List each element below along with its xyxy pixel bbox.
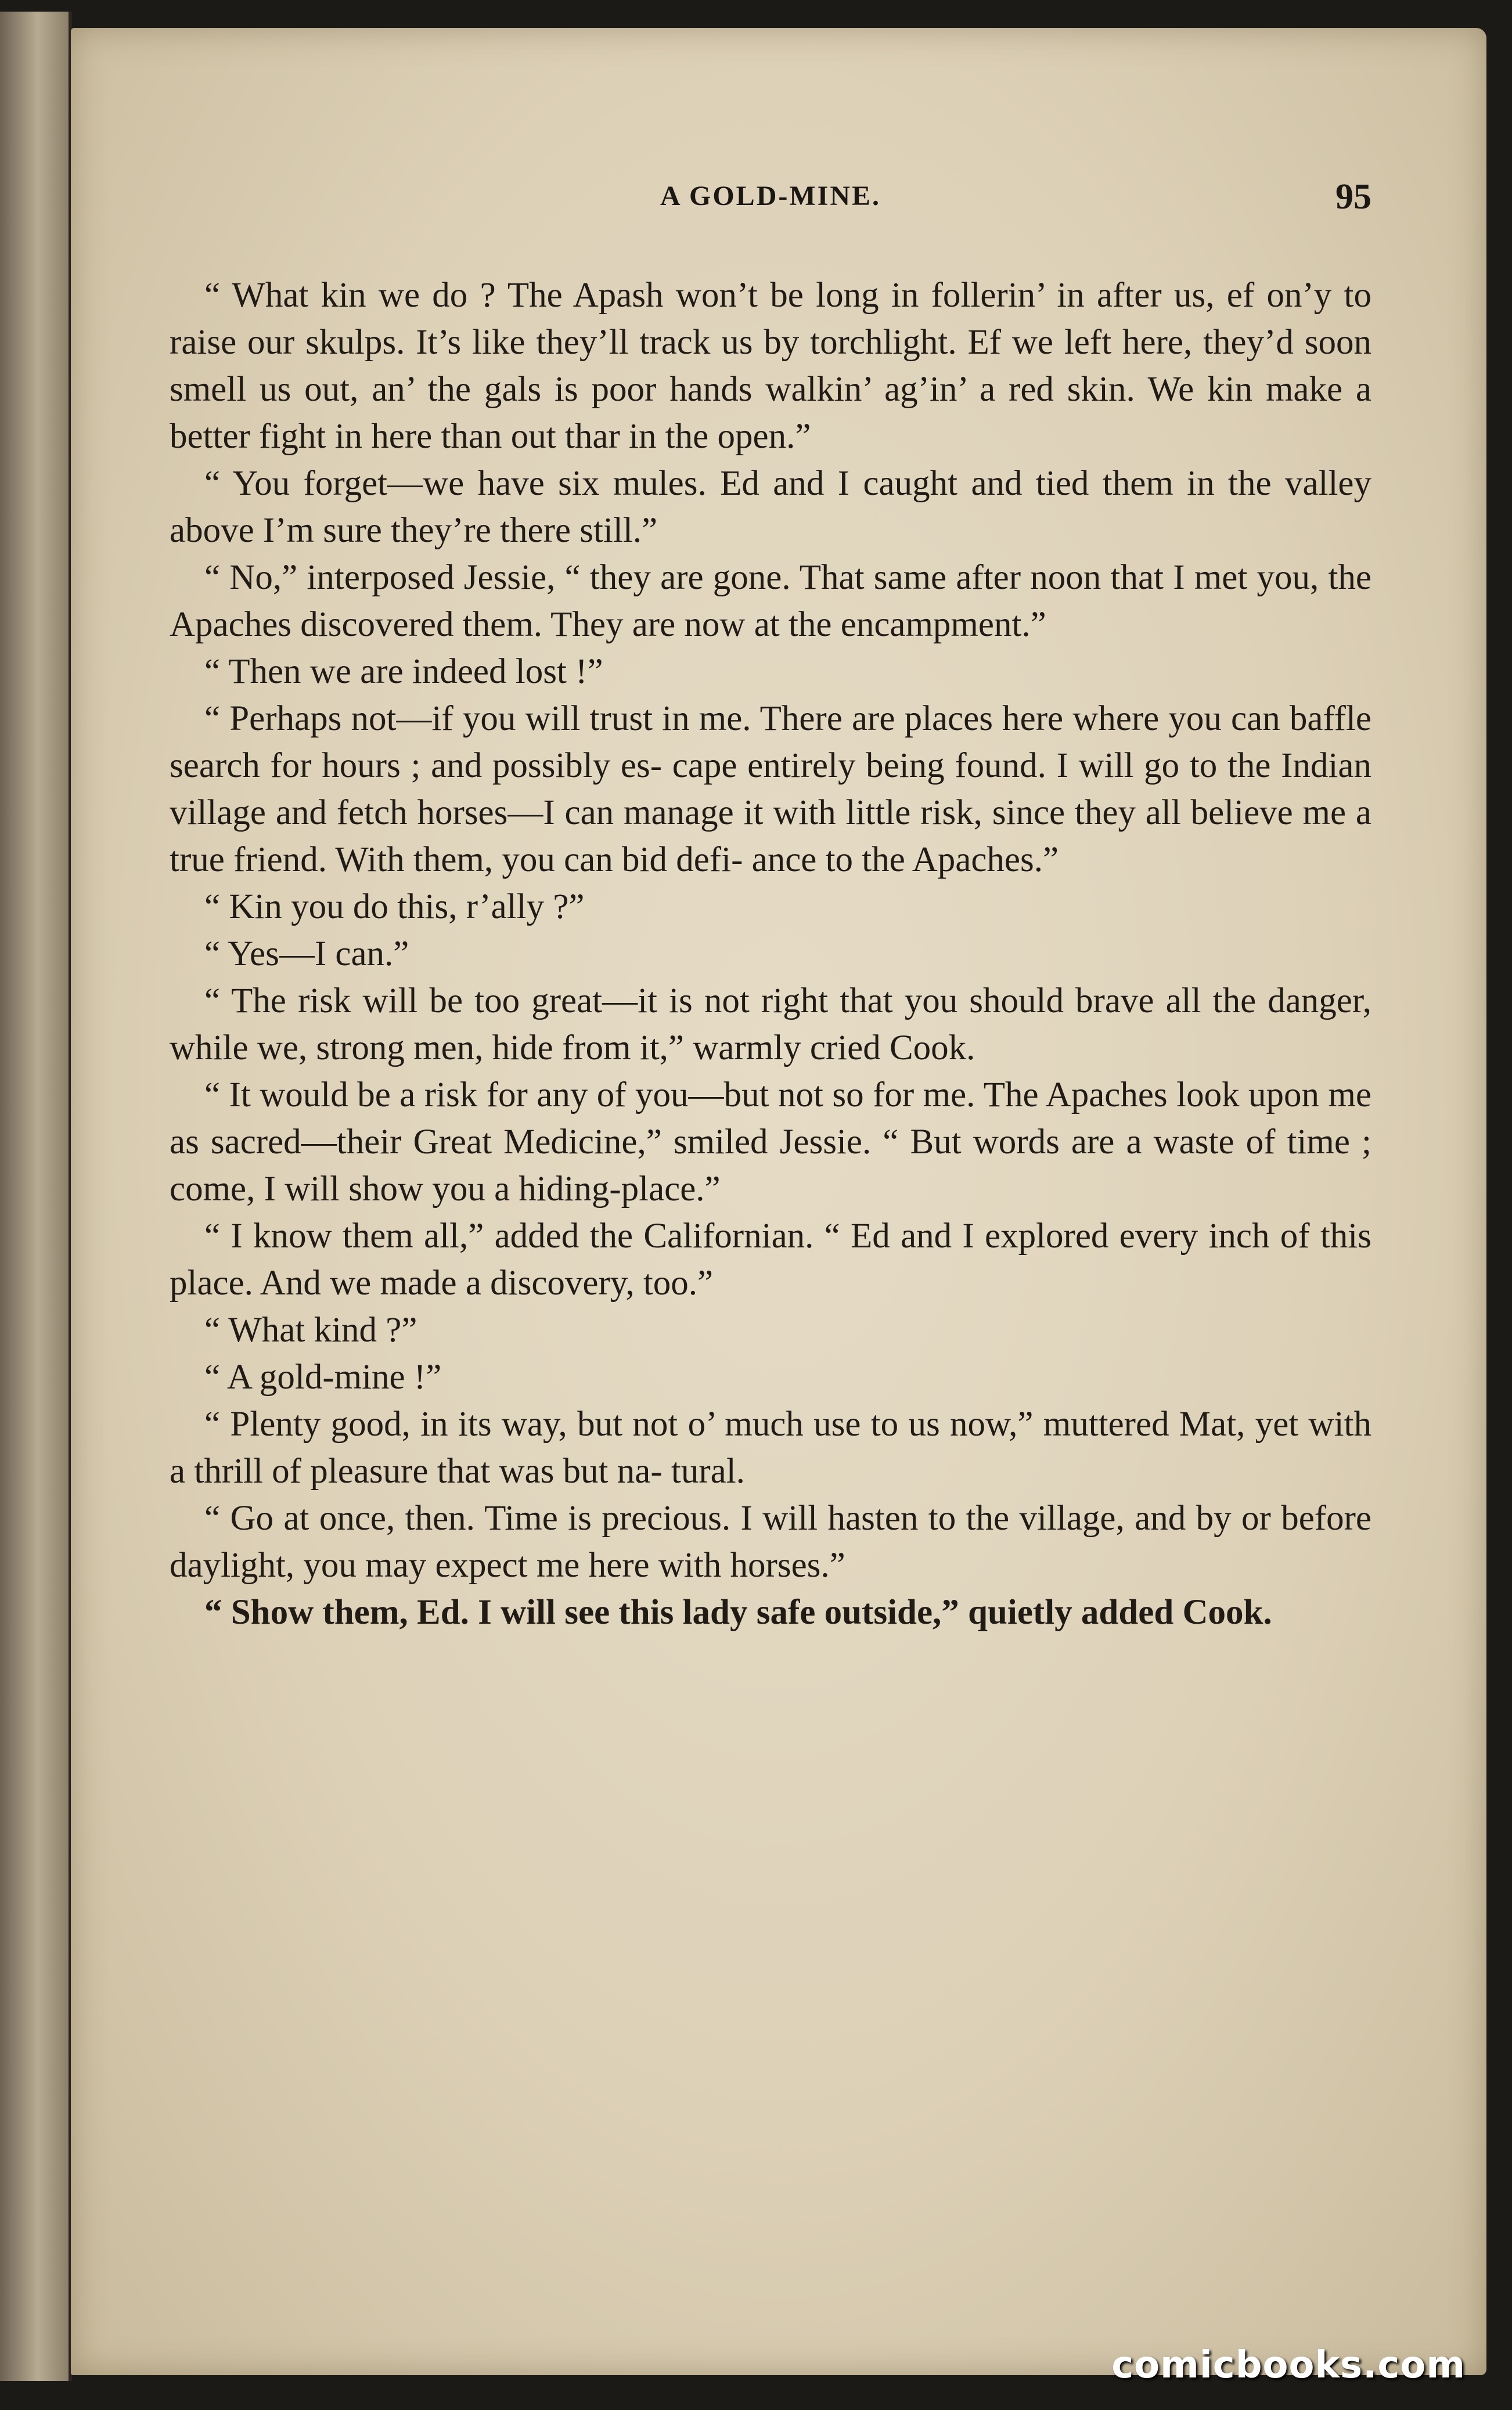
body-text xyxy=(170,272,1371,1636)
page-header xyxy=(170,177,1371,232)
facing-page-edge xyxy=(0,12,72,2381)
paragraph: “ Plenty good, in its way, but not o’ much use to us now,” muttered Mat, yet with a thrill of pleasure that was but na- tural. xyxy=(170,1405,1371,1491)
paragraph: “ What kind ?” xyxy=(204,1311,417,1350)
paragraph: “ Go at once, then. Time is precious. I will hasten to the village, and by or before daylight, you may expect me here with horses.” xyxy=(170,1499,1371,1585)
watermark: comicbooks.com xyxy=(1111,2344,1466,2387)
paragraph: “ I know them all,” added the Californian. “ Ed and I explored every inch of this place. And we made a discovery, too.” xyxy=(170,1217,1371,1303)
paragraph: “ Show them, Ed. I will see this lady safe outside,” quietly added Cook. xyxy=(204,1593,1272,1632)
paragraph: “ You forget—we have six mules. Ed and I caught and tied them in the valley above I’m sure they’re there still.” xyxy=(170,464,1371,550)
page-number: 95 xyxy=(1335,177,1371,217)
paragraph: “ Yes—I can.” xyxy=(204,934,409,973)
running-head: A GOLD-MINE. xyxy=(660,181,881,211)
paragraph: “ The risk will be too great—it is not right that you should brave all the danger, while we, strong men, hide from it,” warmly cried Cook. xyxy=(170,981,1371,1067)
paragraph: “ What kin we do ? The Apash won’t be long in follerin’ in after us, ef on’y to raise our skulps. It’s like they’ll track us by torchlight. Ef we left here, they’d soon smell us out, an’ the gals is poor hands walkin’ ag’in’ a red skin. We kin make a better fight in here than out thar in the open.” xyxy=(170,276,1371,456)
book-page xyxy=(71,28,1486,2375)
paragraph: “ Perhaps not—if you will trust in me. There are places here where you can baffle search for hours ; and possibly es- cape entirely being found. I will go to the Indian village and fetch horses—I can manage it with little risk, since they all believe me a true friend. With them, you can bid defi- ance to the Apaches.” xyxy=(170,699,1371,879)
paragraph: “ No,” interposed Jessie, “ they are gone. That same after noon that I met you, the Apaches discovered them. They are now at the encampment.” xyxy=(170,558,1371,644)
paragraph: “ Then we are indeed lost !” xyxy=(204,652,603,691)
paragraph: “ A gold-mine !” xyxy=(204,1358,442,1397)
paragraph: “ It would be a risk for any of you—but not so for me. The Apaches look upon me as sacred—their Great Medicine,” smiled Jessie. “ But words are a waste of time ; come, I will show you a hiding-place.” xyxy=(170,1075,1371,1208)
paragraph: “ Kin you do this, r’ally ?” xyxy=(204,887,585,926)
